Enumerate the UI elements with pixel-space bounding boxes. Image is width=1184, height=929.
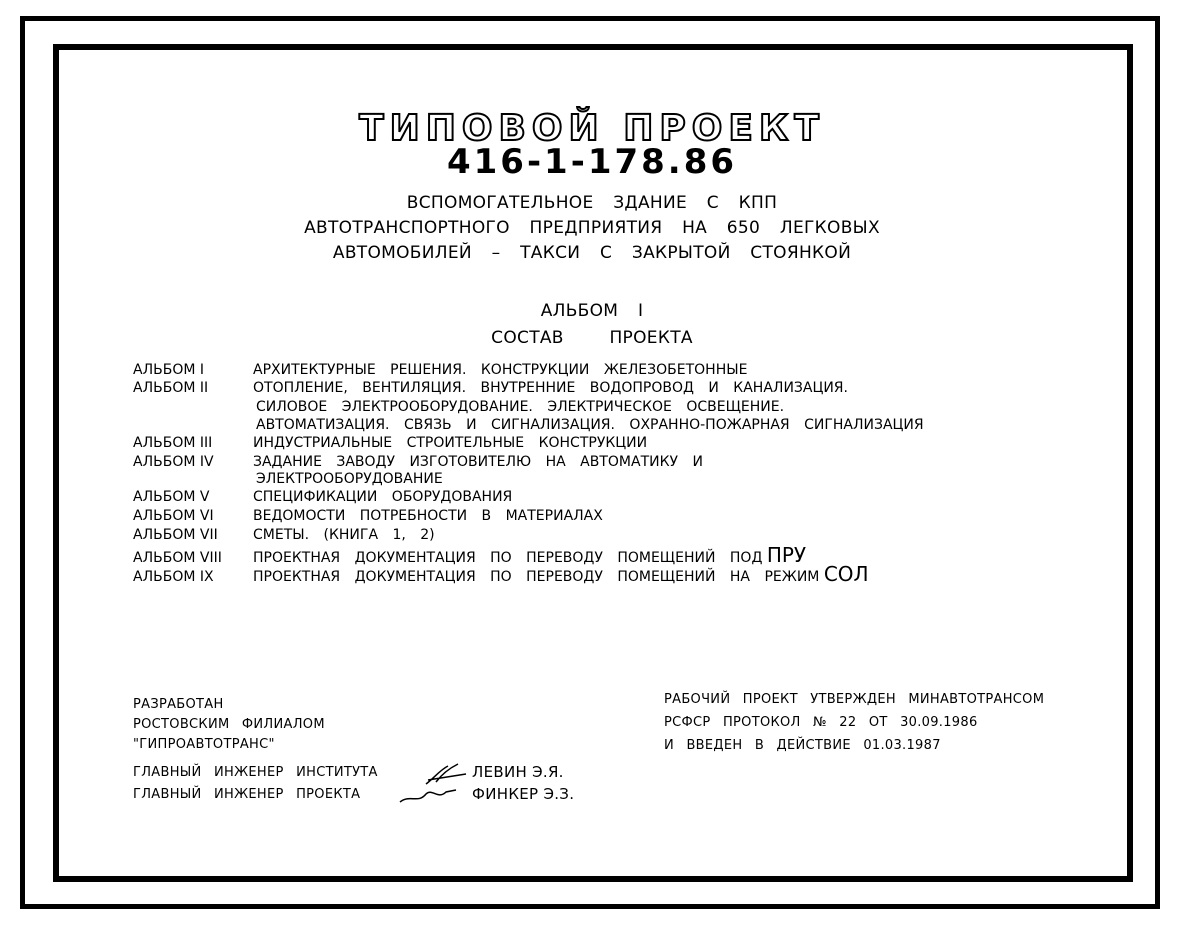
signature-name: ЛЕВИН Э.Я. [472,763,564,781]
album-label: АЛЬБОМ I [133,362,204,378]
subtitle-line-1: ВСПОМОГАТЕЛЬНОЕ ЗДАНИЕ С КПП [406,193,778,213]
signature-role: ГЛАВНЫЙ ИНЖЕНЕР ИНСТИТУТА [133,765,378,780]
album-label: АЛЬБОМ IX [133,569,214,585]
album-text-continuation: АВТОМАТИЗАЦИЯ. СВЯЗЬ И СИГНАЛИЗАЦИЯ. ОХРАННО-ПОЖАРНАЯ СИГНАЛИЗАЦИЯ [256,417,924,433]
album-label: АЛЬБОМ III [133,435,213,451]
list-item [133,454,703,470]
subtitle-line-2: АВТОТРАНСПОРТНОГО ПРЕДПРИЯТИЯ НА 650 ЛЕГКОВЫХ [304,218,880,238]
signature-name: ФИНКЕР Э.З. [472,785,575,803]
list-item [133,508,603,524]
album-text: ИНДУСТРИАЛЬНЫЕ СТРОИТЕЛЬНЫЕ КОНСТРУКЦИИ [253,435,648,451]
approval-line: РСФСР ПРОТОКОЛ № 22 ОТ 30.09.1986 [664,715,978,730]
developer-line: "ГИПРОАВТОТРАНС" [133,737,275,752]
album-label: АЛЬБОМ VIII [133,550,222,566]
list-item [133,380,848,396]
album-text: ОТОПЛЕНИЕ, ВЕНТИЛЯЦИЯ. ВНУТРЕННИЕ ВОДОПРОВОД И КАНАЛИЗАЦИЯ. [253,380,848,396]
developer-line: РАЗРАБОТАН [133,697,224,712]
list-item [133,527,435,543]
album-suffix: СОЛ [823,562,869,586]
album-label: АЛЬБОМ VI [133,508,214,524]
list-item [133,435,647,451]
album-text: СПЕЦИФИКАЦИИ ОБОРУДОВАНИЯ [253,489,513,505]
list-item [133,362,747,378]
album-text: ВЕДОМОСТИ ПОТРЕБНОСТИ В МАТЕРИАЛАХ [253,508,603,524]
project-number: 416-1-178.86 [446,142,738,182]
album-text: АРХИТЕКТУРНЫЕ РЕШЕНИЯ. КОНСТРУКЦИИ ЖЕЛЕЗОБЕТОННЫЕ [253,362,748,378]
composition-heading: СОСТАВ ПРОЕКТА [491,328,693,348]
album-text: ПРОЕКТНАЯ ДОКУМЕНТАЦИЯ ПО ПЕРЕВОДУ ПОМЕЩЕНИЙ НА РЕЖИМ [253,569,820,585]
album-suffix: ПРУ [766,543,807,567]
album-label: АЛЬБОМ IV [133,454,214,470]
album-label: АЛЬБОМ II [133,380,209,396]
album-text: ПРОЕКТНАЯ ДОКУМЕНТАЦИЯ ПО ПЕРЕВОДУ ПОМЕЩЕНИЙ ПОД [253,550,763,566]
album-label: АЛЬБОМ V [133,489,210,505]
approval-line: И ВВЕДЕН В ДЕЙСТВИЕ 01.03.1987 [664,738,941,753]
album-heading: АЛЬБОМ I [540,301,644,321]
list-item [133,489,512,505]
album-label: АЛЬБОМ VII [133,527,218,543]
approval-line: РАБОЧИЙ ПРОЕКТ УТВЕРЖДЕН МИНАВТОТРАНСОМ [664,692,1045,707]
album-text: СМЕТЫ. (КНИГА 1, 2) [253,527,435,543]
album-text-continuation: ЭЛЕКТРООБОРУДОВАНИЕ [256,471,443,487]
album-text: ЗАДАНИЕ ЗАВОДУ ИЗГОТОВИТЕЛЮ НА АВТОМАТИКУ И [253,454,703,470]
developer-line: РОСТОВСКИМ ФИЛИАЛОМ [133,717,325,732]
list-item [133,562,869,586]
signature-scribble-icon [396,782,460,810]
subtitle-line-3: АВТОМОБИЛЕЙ – ТАКСИ С ЗАКРЫТОЙ СТОЯНКОЙ [332,243,852,263]
project-title: ТИПОВОЙ ПРОЕКТ [359,108,825,149]
album-text-continuation: СИЛОВОЕ ЭЛЕКТРООБОРУДОВАНИЕ. ЭЛЕКТРИЧЕСКОЕ ОСВЕЩЕНИЕ. [256,399,785,415]
signature-role: ГЛАВНЫЙ ИНЖЕНЕР ПРОЕКТА [133,787,361,802]
